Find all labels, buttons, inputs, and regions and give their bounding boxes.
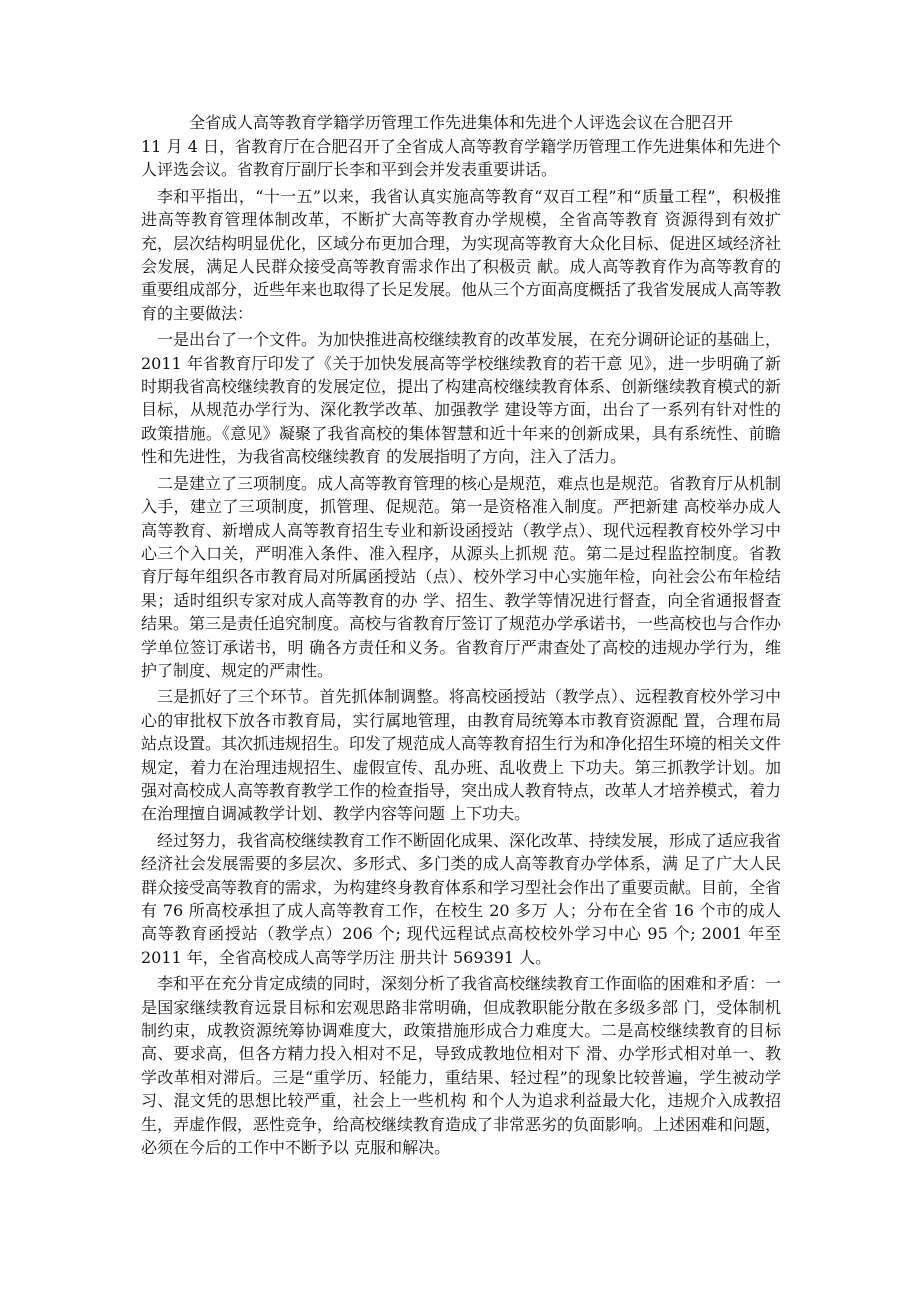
- document-page: [141, 112, 781, 1159]
- paragraph-point-two: 二是建立了三项制度。成人高等教育管理的核心是规范，难点也是规范。省教育厅从机制入手，建立了三项制度，抓管理、促规范。第一是资格准入制度。严把新建 高校举办成人高等教育、新增成人高等教育招生专业和新设函授站（教学点）、现代远程教育校外学习中心三个入口关，严明准入条件、准入程序，从源头上抓规 范。第二是过程监控制度。省教育厅每年组织各市教育局对所属函授站（点）、校外学习中心实施年检，向社会公布年检结果；适时组织专家对成人高等教育的办 学、招生、教学等情况进行督查，向全省通报督查结果。第三是责任追究制度。高校与省教育厅签订了规范办学承诺书，一些高校也与合作办学单位签订承诺书，明 确各方责任和义务。省教育厅严肃查处了高校的违规办学行为，维护了制度、规定的严肃性。: [141, 473, 782, 680]
- paragraph-challenges: 李和平在充分肯定成绩的同时，深刻分析了我省高校继续教育工作面临的困难和矛盾：一是国家继续教育远景目标和宏观思路非常明确，但成教职能分散在多级多部 门，受体制机制约束，成教资源统筹协调难度大，政策措施形成合力难度大。二是高校继续教育的目标高、要求高，但各方精力投入相对不足，导致成教地位相对下 滑、办学形式相对单一、教学改革相对滞后。三是“重学历、轻能力，重结果、轻过程”的现象比较普遍，学生被动学习、混文凭的思想比较严重，社会上一些机构 和个人为追求利益最大化，违规介入成教招生，弄虚作假，恶性竞争，给高校继续教育造成了非常恶劣的负面影响。上述困难和问题，必须在今后的工作中不断予以 克服和解决。: [141, 974, 782, 1158]
- paragraph-point-three: 三是抓好了三个环节。首先抓体制调整。将高校函授站（教学点）、远程教育校外学习中心的审批权下放各市教育局，实行属地管理，由教育局统筹本市教育资源配 置，合理布局站点设置。其次抓违规招生。印发了规范成人高等教育招生行为和净化招生环境的相关文件规定，着力在治理违规招生、虚假宣传、乱办班、乱收费上 下功夫。第三抓教学计划。加强对高校成人高等教育教学工作的检查指导，突出成人教育特点，改革人才培养模式，着力在治理擅自调减教学计划、教学内容等问题 上下功夫。: [141, 687, 782, 824]
- paragraph-achievements: 经过努力，我省高校继续教育工作不断固化成果、深化改革、持续发展，形成了适应我省经济社会发展需要的多层次、多形式、多门类的成人高等教育办学体系，满 足了广大人民群众接受高等教育的需求，为构建终身教育体系和学习型社会作出了重要贡献。目前，全省有 76 所高校承担了成人高等教育工作，在校生 20 多万 人；分布在全省 16 个市的成人高等教育函授站（教学点）206 个; 现代远程试点高校校外学习中心 95 个; 2001 年至 2011 年，全省高校成人高等学历注 册共计 569391 人。: [141, 830, 782, 967]
- paragraph-intro: 11 月 4 日，省教育厅在合肥召开了全省成人高等教育学籍学历管理工作先进集体和先进个人评选会议。省教育厅副厅长李和平到会并发表重要讲话。: [141, 137, 781, 180]
- paragraph-summary: 李和平指出，“十一五”以来，我省认真实施高等教育“双百工程”和“质量工程”，积极推进高等教育管理体制改革，不断扩大高等教育办学规模，全省高等教育 资源得到有效扩充，层次结构明显优化，区域分布更加合理，为实现高等教育大众化目标、促进区域经济社会发展，满足人民群众接受高等教育需求作出了积极贡 献。成人高等教育作为高等教育的重要组成部分，近些年来也取得了长足发展。他从三个方面高度概括了我省发展成人高等教育的主要做法：: [141, 186, 782, 323]
- paragraph-point-one: 一是出台了一个文件。为加快推进高校继续教育的改革发展，在充分调研论证的基础上，2011 年省教育厅印发了《关于加快发展高等学校继续教育的若干意 见》，进一步明确了新时期我省高校继续教育的发展定位，提出了构建高校继续教育体系、创新继续教育模式的新目标，从规范办学行为、深化教学改革、加强教学 建设等方面，出台了一系列有针对性的政策措施。《意见》凝聚了我省高校的集体智慧和近十年来的创新成果，具有系统性、前瞻性和先进性，为我省高校继续教育 的发展指明了方向，注入了活力。: [141, 330, 782, 467]
- document-title: 全省成人高等教育学籍学历管理工作先进集体和先进个人评选会议在合肥召开: [188, 113, 733, 132]
